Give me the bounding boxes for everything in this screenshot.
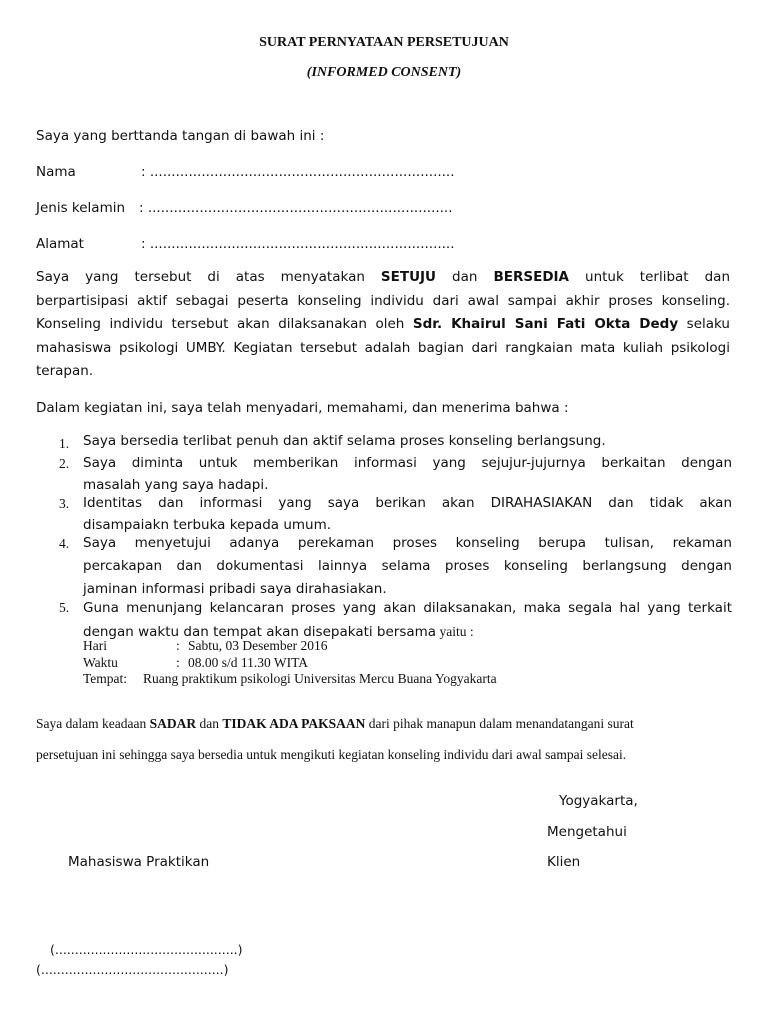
closing-statement: Saya dalam keadaan SADAR dan TIDAK ADA PAKSAAN dari pihak manapun dalam menandatangani surat persetujuan ini sehingga saya bersedia untuk mengikuti kegiatan konseling individu dari awal sampai selesai. xyxy=(36,716,634,762)
list-num-5: 5. xyxy=(59,600,70,615)
signature-role-student: Mahasiswa Praktikan xyxy=(68,854,210,870)
agreement-paragraph: Saya yang tersebut di atas menyatakan SETUJU dan BERSEDIA untuk terlibat dan berpartisipasi aktif sebagai peserta konseling individu dari awal sampai akhir proses konseling. Konseling individu tersebut akan dilaksanakan oleh Sdr. Khairul Sani Fati Okta Dedy selaku mahasiswa psikologi UMBY. Kegiatan tersebut adalah bagian dari rangkaian mata kuliah psikologi terapan. xyxy=(36,269,731,379)
signature-line-client: (..............................................) xyxy=(36,962,229,977)
field-label-alamat: Alamat xyxy=(36,236,84,252)
schedule-day-label: Hari xyxy=(83,638,107,653)
field-blank-nama: : ....................................................................... xyxy=(141,164,455,180)
list-item: Guna menunjang kelancaran proses yang akan dilaksanakan, maka segala hal yang terkait dengan waktu dan tempat akan disepakati bersama yaitu : xyxy=(83,600,732,640)
list-item: Saya menyetujui adanya perekaman proses konseling berupa tulisan, rekaman percakapan dan dokumentasi lainnya selama proses konseling berlangsung dengan jaminan informasi pribadi saya dirahasiakan. xyxy=(83,535,732,597)
awareness-text: Dalam kegiatan ini, saya telah menyadari, memahami, dan menerima bahwa : xyxy=(36,400,569,416)
field-label-jenis-kelamin: Jenis kelamin xyxy=(36,200,126,216)
schedule-time-value: 08.00 s/d 11.30 WITA xyxy=(188,655,309,670)
signature-line-student: (..............................................) xyxy=(50,942,243,957)
document-title: SURAT PERNYATAAN PERSETUJUAN xyxy=(259,35,509,50)
list-item: Identitas dan informasi yang saya berikan akan DIRAHASIAKAN dan tidak akan disampaiakn terbuka kepada umum. xyxy=(83,495,732,533)
schedule-time-sep: : xyxy=(176,655,180,670)
list-item: Saya diminta untuk memberikan informasi yang sejujur-jujurnya berkaitan dengan masalah yang saya hadapi. xyxy=(83,455,732,493)
signature-role-client: Klien xyxy=(547,854,581,870)
field-label-nama: Nama xyxy=(36,164,76,180)
list-num-4: 4. xyxy=(59,536,70,551)
field-blank-alamat: : ....................................................................... xyxy=(141,236,455,252)
intro-text: Saya yang berttanda tangan di bawah ini : xyxy=(36,128,325,144)
document-subtitle: (INFORMED CONSENT) xyxy=(306,65,462,80)
signature-city: Yogyakarta, xyxy=(559,793,638,809)
field-blank-jenis-kelamin: : ....................................................................... xyxy=(139,200,453,216)
schedule-day-sep: : xyxy=(176,638,180,653)
list-num-2: 2. xyxy=(59,456,70,471)
schedule-time-label: Waktu xyxy=(83,655,118,670)
schedule-place-label: Tempat: xyxy=(83,671,128,686)
list-num-3: 3. xyxy=(59,496,70,511)
schedule-day-value: Sabtu, 03 Desember 2016 xyxy=(188,638,328,653)
signature-acknowledged: Mengetahui xyxy=(547,824,627,840)
schedule-place-value: Ruang praktikum psikologi Universitas Mercu Buana Yogyakarta xyxy=(143,671,497,686)
